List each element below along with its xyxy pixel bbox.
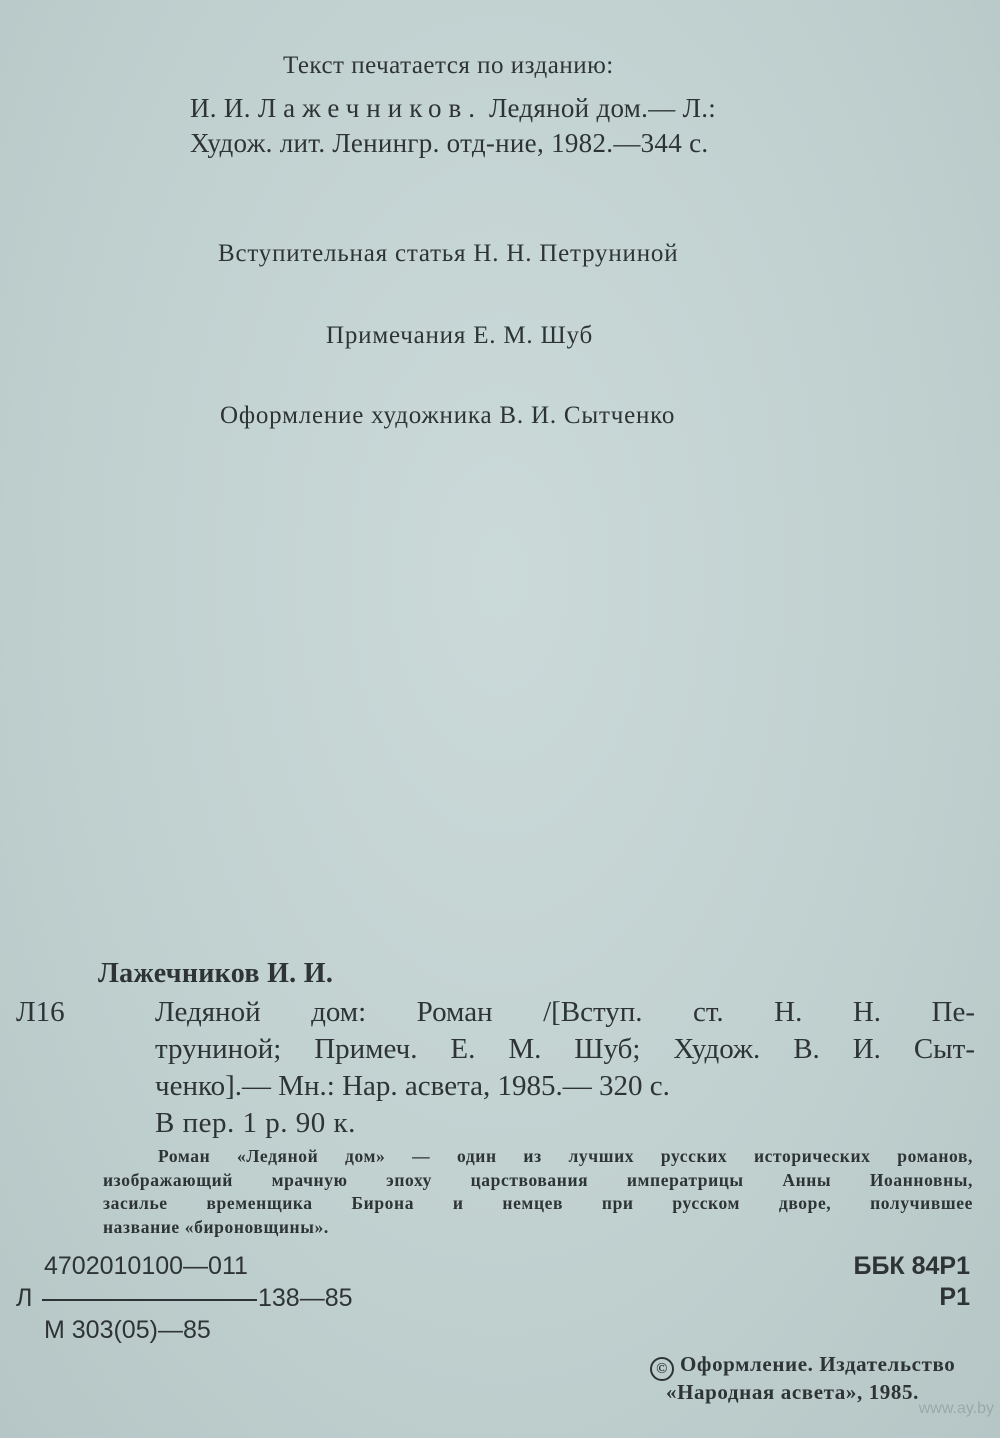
source-publisher-line: Худож. лит. Ленингр. отд-ние, 1982.—344 с. bbox=[190, 128, 709, 158]
source-author-initials: И. И. bbox=[190, 93, 251, 123]
watermark: www.ay.by bbox=[918, 1400, 994, 1417]
catalog-code: Л16 bbox=[16, 996, 65, 1028]
source-author-title bbox=[190, 93, 716, 124]
index-number-bottom: М 303(05)—85 bbox=[44, 1316, 211, 1344]
copyright-line-1 bbox=[650, 1352, 955, 1381]
catalog-entry-line: труниной; Примеч. Е. М. Шуб; Худож. В. И. Сыт- bbox=[155, 1033, 975, 1065]
annotation-line: Роман «Ледяной дом» — один из лучших русских исторических романов, bbox=[158, 1146, 973, 1166]
index-letter: Л bbox=[16, 1284, 33, 1312]
catalog-price: В пер. 1 р. 90 к. bbox=[155, 1107, 356, 1139]
bbk-code-secondary: Р1 bbox=[939, 1283, 970, 1311]
bbk-code: ББК 84Р1 bbox=[853, 1252, 970, 1280]
annotation-line: изображающий мрачную эпоху царствования императрицы Анны Иоанновны, bbox=[103, 1169, 973, 1190]
source-title-pub: Ледяной дом.— Л.: bbox=[489, 93, 717, 123]
copyright-line-2: «Народная асвета», 1985. bbox=[666, 1380, 919, 1404]
copyright-icon: © bbox=[650, 1357, 674, 1381]
annotation-line: название «бироновщины». bbox=[103, 1216, 329, 1237]
source-intro: Текст печатается по изданию: bbox=[283, 52, 614, 79]
catalog-entry bbox=[155, 994, 975, 1105]
index-fraction-line bbox=[42, 1299, 257, 1301]
credit-notes: Примечания Е. М. Шуб bbox=[326, 322, 594, 349]
catalog-entry-line: ченко].— Мн.: Нар. асвета, 1985.— 320 с. bbox=[155, 1070, 670, 1102]
catalog-entry-line: Ледяной дом: Роман /[Вступ. ст. Н. Н. Пе- bbox=[155, 996, 975, 1028]
credit-design: Оформление художника В. И. Сытченко bbox=[220, 402, 676, 429]
credit-intro-article: Вступительная статья Н. Н. Петруниной bbox=[218, 240, 679, 267]
copyright-text-1: Оформление. Издательство bbox=[680, 1352, 956, 1376]
annotation-line: засилье временщика Бирона и немцев при русском дворе, получившее bbox=[103, 1193, 973, 1213]
index-number-top: 4702010100—011 bbox=[44, 1252, 248, 1280]
catalog-annotation bbox=[103, 1145, 973, 1239]
catalog-author: Лажечников И. И. bbox=[98, 958, 334, 989]
index-number-right: 138—85 bbox=[258, 1284, 353, 1312]
source-author-name: Лажечников. bbox=[257, 93, 482, 123]
